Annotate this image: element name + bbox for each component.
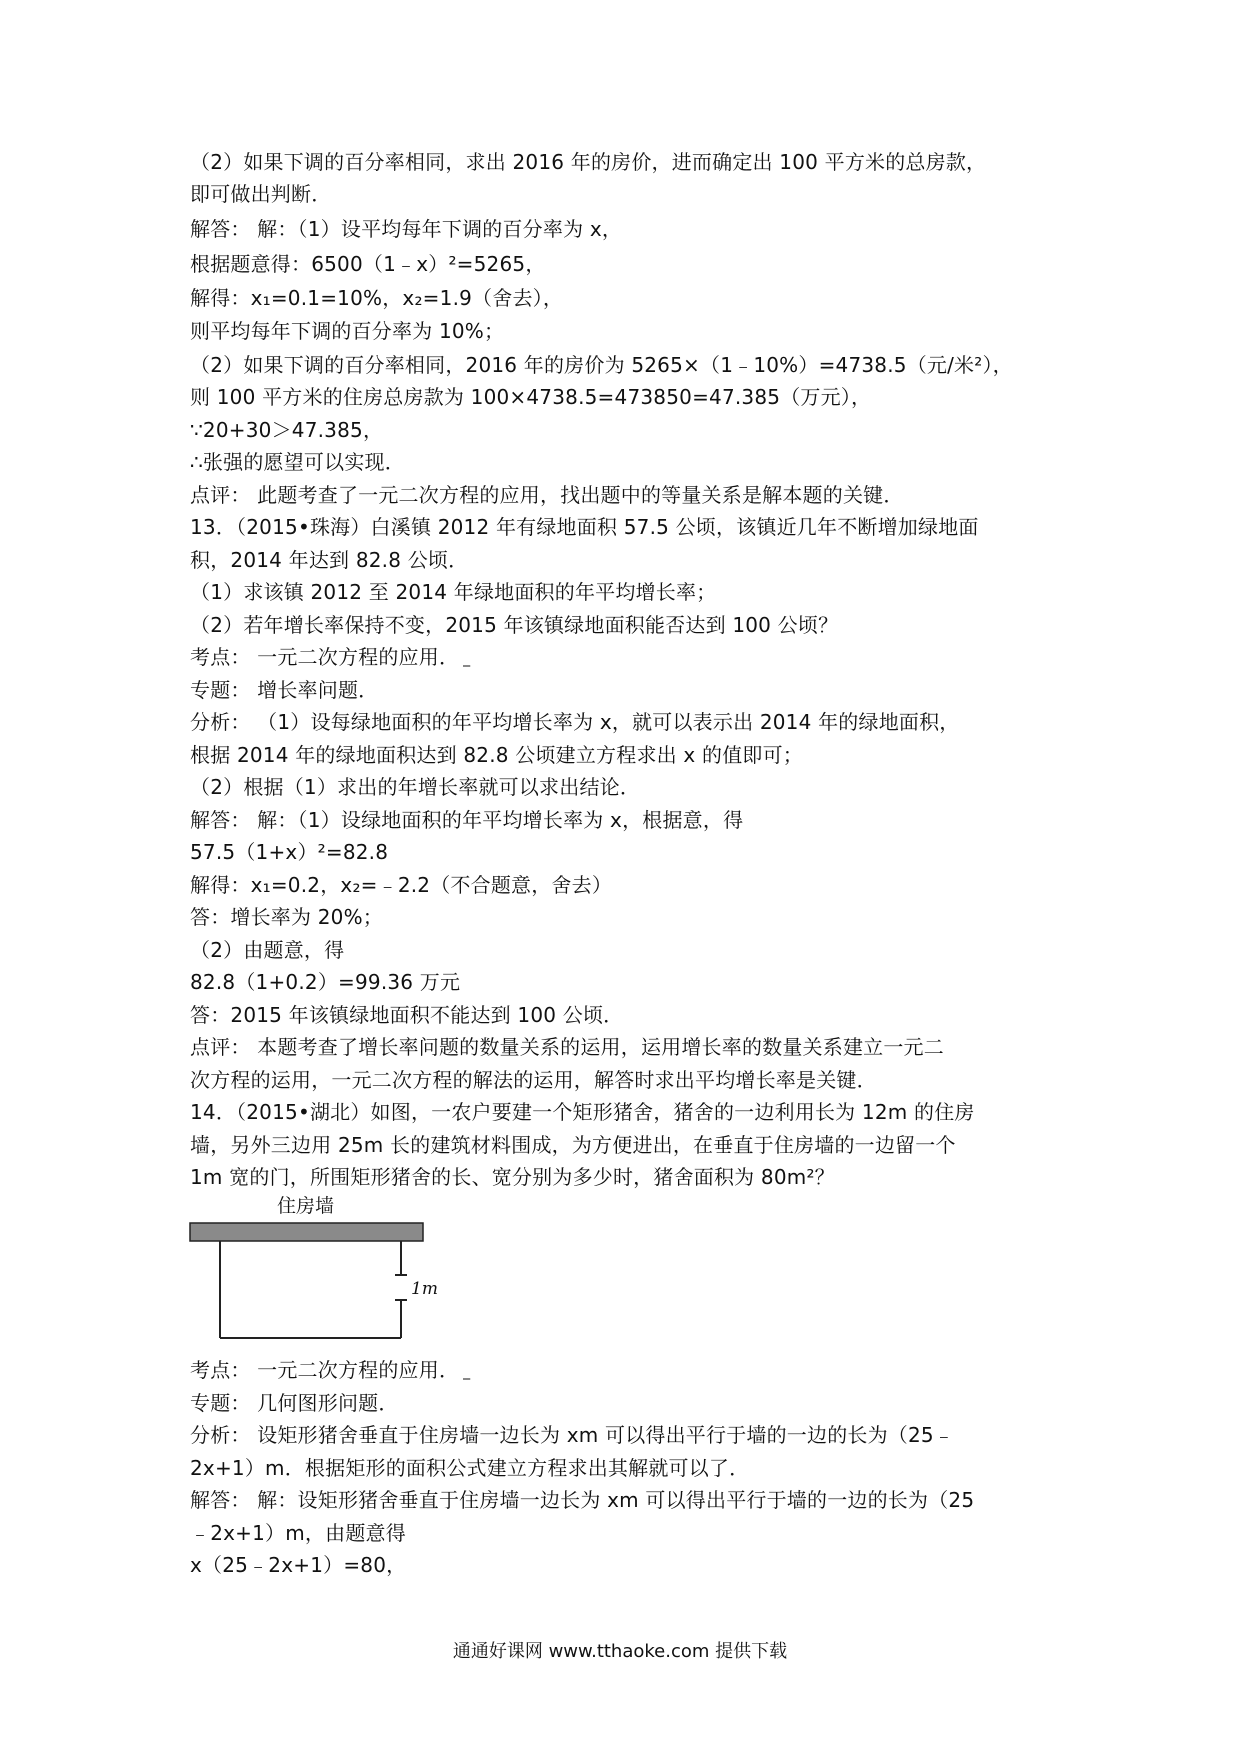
text-line: 即可做出判断．	[190, 182, 332, 206]
text-line: 2x+1）m．根据矩形的面积公式建立方程求出其解就可以了．	[190, 1456, 750, 1480]
text-line: ∴张强的愿望可以实现．	[190, 450, 405, 474]
text-line: ﹣2x+1）m，由题意得	[190, 1521, 406, 1545]
text-line: 则 100 平方米的住房总房款为 100×4738.5=473850=47.385（万元），	[190, 385, 872, 409]
text-line: 解得：x₁=0.2，x₂=﹣2.2（不合题意，舍去）	[190, 873, 613, 897]
text-line: 点评： 此题考查了一元二次方程的应用，找出题中的等量关系是解本题的关键．	[190, 483, 904, 507]
text-line: 根据题意得：6500（1﹣x）²=5265，	[190, 252, 546, 276]
text-line: 13．（2015•珠海）白溪镇 2012 年有绿地面积 57.5 公顷，该镇近几年不断增加绿地面	[190, 515, 979, 539]
pig-pen-figure	[185, 1190, 438, 1350]
text-line: 分析： 设矩形猪舍垂直于住房墙一边长为 xm 可以得出平行于墙的一边的长为（25﹣	[190, 1423, 955, 1447]
text-line: ∵20+30＞47.385，	[190, 418, 384, 442]
wall-label: 住房墙	[277, 1195, 335, 1217]
text-line: 14．（2015•湖北）如图，一农户要建一个矩形猪舍，猪舍的一边利用长为 12m 的住房	[190, 1100, 975, 1124]
text-line: （2）根据（1）求出的年增长率就可以求出结论．	[190, 775, 641, 799]
text-line: 答：增长率为 20%；	[190, 905, 384, 929]
text-line: 解答： 解：（1）设平均每年下调的百分率为 x，	[190, 217, 623, 241]
text-line: 解得：x₁=0.1=10%，x₂=1.9（舍去），	[190, 286, 564, 310]
pig-pen-diagram	[185, 1190, 438, 1350]
text-line: 57.5（1+x）²=82.8	[190, 840, 389, 864]
text-line: 解答： 解：（1）设绿地面积的年平均增长率为 x，根据意，得	[190, 808, 744, 832]
text-line: 答：2015 年该镇绿地面积不能达到 100 公顷．	[190, 1003, 624, 1027]
small-dash-mark: _	[463, 650, 471, 667]
text-line: 82.8（1+0.2）=99.36 万元	[190, 970, 461, 994]
text-line: （2）若年增长率保持不变，2015 年该镇绿地面积能否达到 100 公顷？	[190, 613, 839, 637]
text-line: 专题： 几何图形问题．	[190, 1391, 399, 1415]
text-line: 墙，另外三边用 25m 长的建筑材料围成，为方便进出，在垂直于住房墙的一边留一个	[190, 1133, 956, 1157]
text-line: 点评： 本题考查了增长率问题的数量关系的运用，运用增长率的数量关系建立一元二	[190, 1035, 944, 1059]
text-line: 根据 2014 年的绿地面积达到 82.8 公顷建立方程求出 x 的值即可；	[190, 743, 804, 767]
text-line: 解答： 解：设矩形猪舍垂直于住房墙一边长为 xm 可以得出平行于墙的一边的长为（25	[190, 1488, 975, 1512]
text-line: 专题： 增长率问题．	[190, 678, 379, 702]
text-line: （2）如果下调的百分率相同，求出 2016 年的房价，进而确定出 100 平方米的总房款，	[190, 150, 987, 174]
text-line: （2）由题意，得	[190, 938, 345, 962]
text-line: 分析： （1）设每绿地面积的年平均增长率为 x，就可以表示出 2014 年的绿地面积，	[190, 710, 960, 734]
text-line: 次方程的运用，一元二次方程的解法的运用，解答时求出平均增长率是关键．	[190, 1068, 877, 1092]
page-footer: 通通好课网 www.tthaoke.com 提供下载	[452, 1641, 788, 1662]
text-line: （1）求该镇 2012 至 2014 年绿地面积的年平均增长率；	[190, 580, 717, 604]
text-line: x（25﹣2x+1）=80，	[190, 1553, 407, 1577]
text-line	[190, 1358, 470, 1384]
text-line-content: 考点： 一元二次方程的应用．	[190, 645, 460, 669]
text-line: 1m 宽的门，所围矩形猪舍的长、宽分别为多少时，猪舍面积为 80m²？	[190, 1165, 835, 1189]
text-line-content: 考点： 一元二次方程的应用．	[190, 1358, 460, 1382]
door-label: 1m	[411, 1279, 438, 1299]
house-wall	[190, 1223, 423, 1241]
text-line: 则平均每年下调的百分率为 10%；	[190, 319, 505, 343]
text-line: （2）如果下调的百分率相同，2016 年的房价为 5265×（1﹣10%）=4738.5（元/米²），	[190, 353, 1013, 377]
small-dash-mark: _	[463, 1363, 471, 1380]
text-line	[190, 645, 470, 671]
text-line: 积，2014 年达到 82.8 公顷．	[190, 548, 469, 572]
